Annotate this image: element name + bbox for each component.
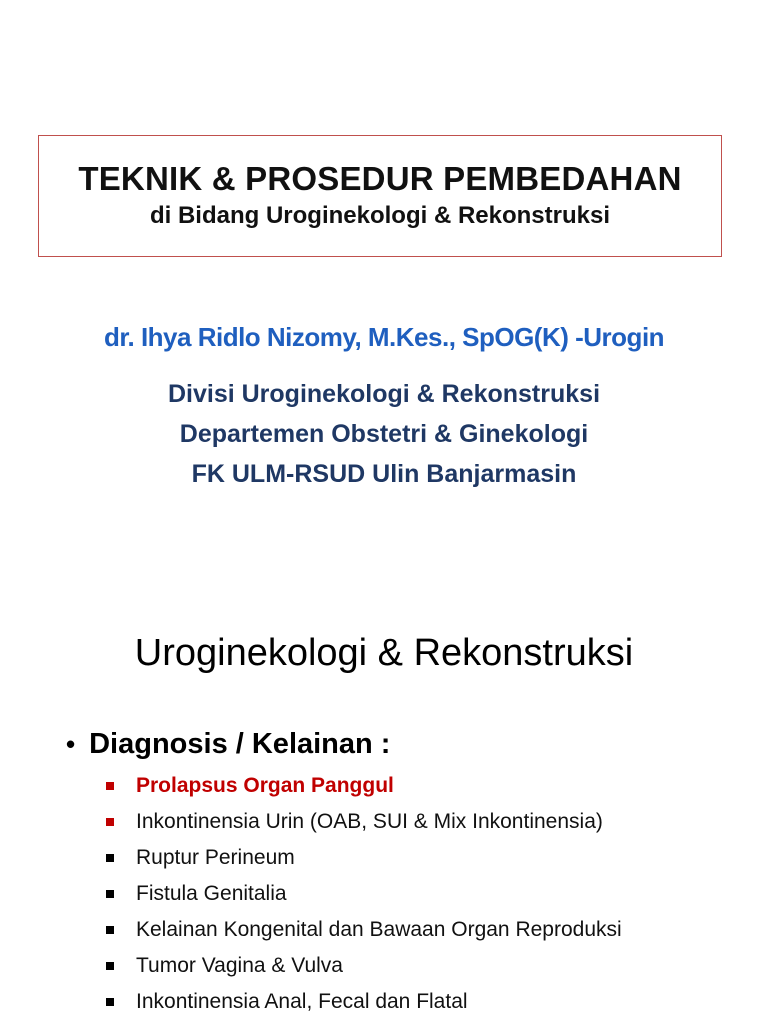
affiliation-department: Departemen Obstetri & Ginekologi [179,420,589,448]
bullet-dot-icon: • [66,729,76,759]
section-heading-label: Diagnosis / Kelainan : [89,728,391,760]
list-item-label: Inkontinensia Anal, Fecal dan Flatal [136,990,468,1013]
slide-title: TEKNIK & PROSEDUR PEMBEDAHAN [78,160,682,197]
list-item-label: Prolapsus Organ Panggul [136,774,394,797]
affiliation-institution: FK ULM-RSUD Ulin Banjarmasin [191,460,577,488]
content-slide [0,580,768,1024]
list-item [104,840,622,876]
list-item [104,876,622,912]
square-bullet-icon [106,926,114,934]
list-item-label: Kelainan Kongenital dan Bawaan Organ Reproduksi [136,918,622,941]
diagnosis-list [104,768,622,1020]
square-bullet-icon [106,890,114,898]
title-box [38,135,722,257]
list-item-label: Inkontinensia Urin (OAB, SUI & Mix Inkontinensia) [136,810,603,833]
slide-subtitle: di Bidang Uroginekologi & Rekonstruksi [149,202,611,229]
content-slide-title: Uroginekologi & Rekonstruksi [134,632,634,674]
list-item [104,912,622,948]
square-bullet-icon [106,854,114,862]
section-heading [66,728,390,761]
square-bullet-icon [106,998,114,1006]
square-bullet-icon [106,818,114,826]
square-bullet-icon [106,782,114,790]
list-item-label: Ruptur Perineum [136,846,295,869]
list-item [104,804,622,840]
list-item-label: Tumor Vagina & Vulva [136,954,343,977]
affiliation-division: Divisi Uroginekologi & Rekonstruksi [167,380,601,408]
list-item [104,768,622,804]
list-item [104,948,622,984]
list-item [104,984,622,1020]
square-bullet-icon [106,962,114,970]
author-name: dr. Ihya Ridlo Nizomy, M.Kes., SpOG(K) -Urogin [103,322,665,352]
list-item-label: Fistula Genitalia [136,882,287,905]
